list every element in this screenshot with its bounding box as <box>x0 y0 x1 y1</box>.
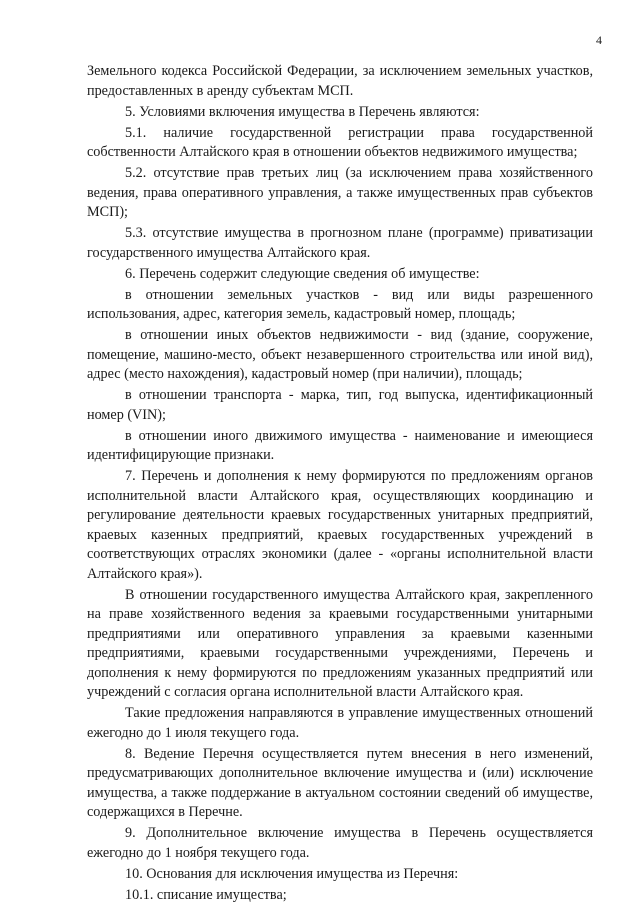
paragraph-5-1: 5.1. наличие государственной регистрации права государственной собственности Алтайского края в отношении объектов недвижимого имущества; <box>87 124 593 160</box>
paragraph-10: 10. Основания для исключения имущества из Перечня: <box>125 865 459 882</box>
paragraph-10-1: 10.1. списание имущества; <box>125 886 287 903</box>
paragraph-6-land: в отношении земельных участков - вид или виды разрешенного использования, адрес, категория земель, кадастровый номер, площадь; <box>87 286 593 322</box>
document-body <box>87 62 593 905</box>
paragraph-8: 8. Ведение Перечня осуществляется путем внесения в него изменений, предусматривающих дополнительное включение имущества и (или) исключение имущества, а также поддержание в актуальном состоянии сведений об имуществе, содержащихся в Перечне. <box>87 745 593 820</box>
paragraph-6-transport: в отношении транспорта - марка, тип, год выпуска, идентификационный номер (VIN); <box>87 387 593 423</box>
paragraph-7: 7. Перечень и дополнения к нему формируются по предложениям органов исполнительной власти Алтайского края, осуществляющих координацию и регулирование деятельности краевых государственных унитарных предприятий, краевых казенных предприятий, краевых государственных учреждений в соответствующих отраслях экономики (далее - «органы исполнительной власти Алтайского края»). <box>87 468 593 582</box>
paragraph-6-movable: в отношении иного движимого имущества - наименование и имеющиеся идентифицирующие признаки. <box>87 427 593 463</box>
paragraph-6: 6. Перечень содержит следующие сведения об имуществе: <box>125 265 480 282</box>
paragraph-continuation: Земельного кодекса Российской Федерации, за исключением земельных участков, предоставленных в аренду субъектам МСП. <box>87 63 593 99</box>
paragraph-5-3: 5.3. отсутствие имущества в прогнозном плане (программе) приватизации государственного имущества Алтайского края. <box>87 225 593 261</box>
paragraph-9: 9. Дополнительное включение имущества в Перечень осуществляется ежегодно до 1 ноября текущего года. <box>87 825 593 861</box>
paragraph-6-real-estate: в отношении иных объектов недвижимости - вид (здание, сооружение, помещение, машино-место, объект незавершенного строительства или иной вид), адрес (место нахождения), кадастровый номер (при наличии), площадь; <box>87 327 593 382</box>
paragraph-7-proposals: Такие предложения направляются в управление имущественных отношений ежегодно до 1 июля текущего года. <box>87 705 593 741</box>
paragraph-5-2: 5.2. отсутствие прав третьих лиц (за исключением права хозяйственного ведения, права оперативного управления, а также имущественных прав субъектов МСП); <box>87 165 593 220</box>
paragraph-5: 5. Условиями включения имущества в Перечень являются: <box>125 103 480 120</box>
paragraph-7-state-property: В отношении государственного имущества Алтайского края, закрепленного на праве хозяйственного ведения за краевыми государственными унитарными предприятиями или оперативного управления за краевыми казенными предприятиями, краевыми государственными учреждениями, Перечень и дополнения к нему формируются по предложениям указанных предприятий или учреждений с согласия органа исполнительной власти Алтайского края. <box>87 586 593 700</box>
page-number: 4 <box>596 33 602 47</box>
